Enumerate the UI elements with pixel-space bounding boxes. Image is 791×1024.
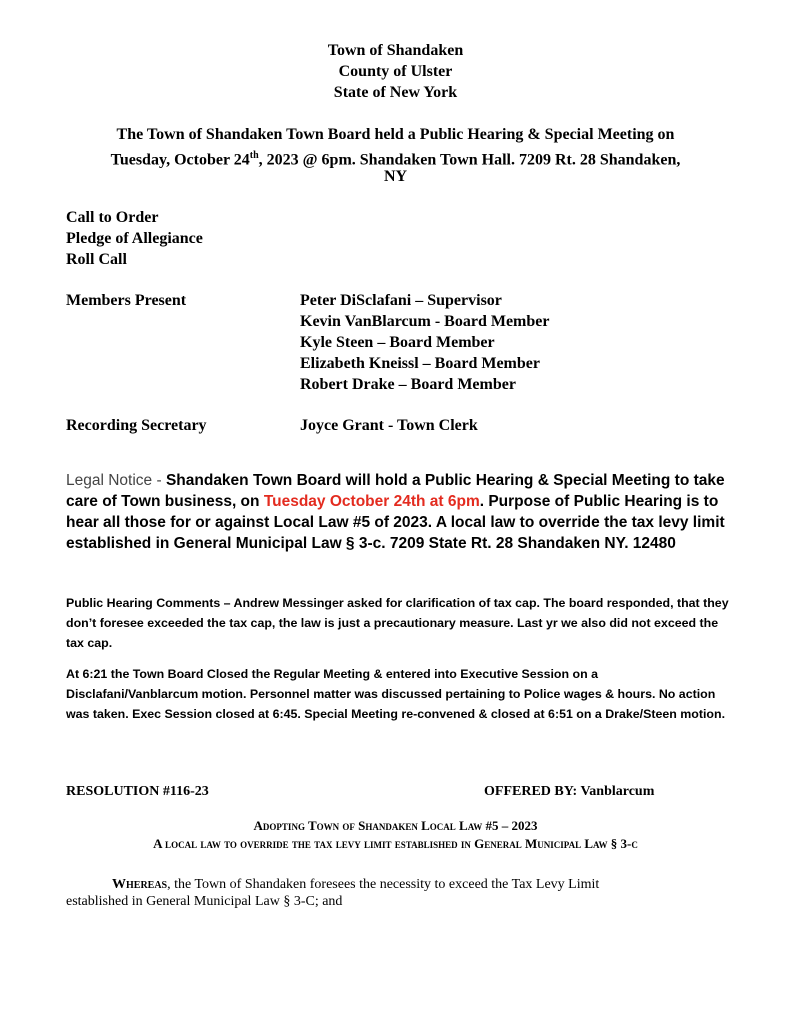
agenda-roll-call: Roll Call [66,251,127,268]
intro-location: , 2023 @ 6pm. Shandaken Town Hall. 7209 Rt. 28 Shandaken, [258,151,681,169]
secretary-label: Recording Secretary [66,417,207,434]
whereas-label: Whereas [112,877,168,892]
header-town: Town of Shandaken [327,42,464,59]
members-label: Members Present [66,292,187,309]
legal-notice-label: Legal Notice - [66,472,166,489]
intro-line-3: NY [383,168,408,185]
intro-date-suffix: th [249,150,259,161]
intro-date: Tuesday, October 24 [110,151,250,169]
resolution-title: Adopting Town of Shandaken Local Law #5 – 2023 [253,818,538,833]
executive-session-paragraph: At 6:21 the Town Board Closed the Regular Meeting & entered into Executive Session on a Disclafani/Vanblarcum motion. Personnel matter was discussed pertaining to Police wages & hours. No action was taken. Exec Session closed at 6:45. Special Meeting re-convened & closed at 6:51 on a Drake/Steen motion. [66,667,726,721]
member-item: Elizabeth Kneissl – Board Member [300,355,540,372]
intro-line-1: The Town of Shandaken Town Board held a Public Hearing & Special Meeting on [116,126,675,143]
agenda-call-to-order: Call to Order [66,209,159,226]
agenda-pledge: Pledge of Allegiance [66,230,203,247]
member-item: Kyle Steen – Board Member [300,334,495,351]
member-item: Kevin VanBlarcum - Board Member [300,313,550,330]
whereas-text: , the Town of Shandaken foresees the necessity to exceed the Tax Levy Limit [167,877,600,892]
resolution-number: RESOLUTION #116-23 [66,784,209,799]
legal-notice-text: Shandaken Town Board will hold a Public Hearing & Special Meeting to take care of Town business, on [66,472,725,510]
header-county: County of Ulster [338,63,453,80]
resolution-subtitle: A local law to override the tax levy limit established in General Municipal Law § 3-c [153,836,638,851]
legal-notice [66,470,736,554]
whereas-text-line-2: established in General Municipal Law § 3-C; and [66,894,343,909]
secretary-value: Joyce Grant - Town Clerk [300,417,478,434]
whereas-clause [66,876,736,910]
legal-notice-date: Tuesday October 24th at 6pm [263,493,480,510]
member-item: Robert Drake – Board Member [300,376,516,393]
public-hearing-comments: Public Hearing Comments – Andrew Messinger asked for clarification of tax cap. The board responded, that they don’t foresee exceeded the tax cap, the law is just a precautionary measure. Last yr we also did not exceed the tax cap. [66,596,729,650]
header-state: State of New York [333,84,458,101]
legal-notice-purpose: . Purpose of Public Hearing is to hear all those for or against Local Law #5 of 2023. A local law to override the tax levy limit established in General Municipal Law § 3-c. 7209 State Rt. 28 Shandaken NY. 12480 [66,493,725,552]
resolution-offered-by: OFFERED BY: Vanblarcum [484,784,655,799]
member-item: Peter DiSclafani – Supervisor [300,292,502,309]
